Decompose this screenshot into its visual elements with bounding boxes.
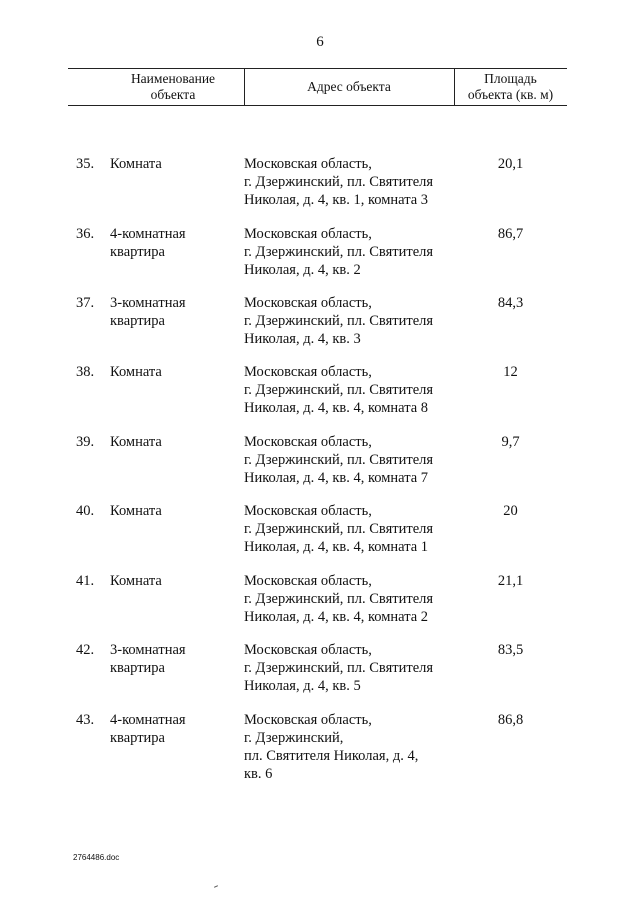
object-area: 21,1 <box>497 573 524 589</box>
object-address-line: Николая, д. 4, кв. 2 <box>244 262 361 278</box>
object-address-line: Николая, д. 4, кв. 3 <box>244 331 361 347</box>
row-number: 36. <box>76 226 95 242</box>
object-area: 84,3 <box>497 295 524 311</box>
row-number: 38. <box>76 364 95 380</box>
object-name-line: квартира <box>110 313 165 329</box>
object-name <box>110 502 240 520</box>
row-number: 35. <box>76 156 95 172</box>
object-address-line: г. Дзержинский, <box>244 730 344 746</box>
object-name-line: квартира <box>110 730 165 746</box>
row-number: 43. <box>76 712 95 728</box>
header-area <box>454 71 567 103</box>
object-address <box>244 433 454 487</box>
object-address-line: Московская область, <box>244 503 372 519</box>
object-area: 20,1 <box>497 156 524 172</box>
header-name-line: объекта <box>150 87 196 102</box>
object-address-line: г. Дзержинский, пл. Святителя <box>244 591 434 607</box>
object-name-line: Комната <box>110 503 162 519</box>
scan-mark <box>214 885 218 888</box>
object-address <box>244 155 454 209</box>
object-address <box>244 641 454 695</box>
object-name-line: 3-комнатная <box>110 642 186 658</box>
object-address-line: г. Дзержинский, пл. Святителя <box>244 452 434 468</box>
object-address-line: г. Дзержинский, пл. Святителя <box>244 382 434 398</box>
object-name-line: Комната <box>110 573 162 589</box>
object-address-line: Московская область, <box>244 434 372 450</box>
object-address-line: г. Дзержинский, пл. Святителя <box>244 660 434 676</box>
object-address-line: Николая, д. 4, кв. 4, комната 7 <box>244 470 429 486</box>
object-area: 83,5 <box>497 642 524 658</box>
object-address-line: Николая, д. 4, кв. 5 <box>244 678 361 694</box>
header-address-line: Адрес объекта <box>307 79 391 94</box>
object-area: 86,7 <box>497 226 524 242</box>
object-address-line: Московская область, <box>244 156 372 172</box>
object-name <box>110 155 240 173</box>
object-name-line: Комната <box>110 156 162 172</box>
object-address-line: г. Дзержинский, пл. Святителя <box>244 313 434 329</box>
object-name <box>110 572 240 590</box>
object-name-line: Комната <box>110 434 162 450</box>
object-address-line: Московская область, <box>244 642 372 658</box>
header-area-line: Площадь <box>484 71 537 86</box>
object-address <box>244 711 454 783</box>
object-name-line: квартира <box>110 660 165 676</box>
object-name <box>110 294 240 330</box>
row-number: 42. <box>76 642 95 658</box>
object-address-line: Московская область, <box>244 295 372 311</box>
table-header <box>68 68 567 106</box>
object-address-line: Николая, д. 4, кв. 4, комната 8 <box>244 400 429 416</box>
object-name-line: 4-комнатная <box>110 226 186 242</box>
row-number: 39. <box>76 434 95 450</box>
object-address-line: Николая, д. 4, кв. 1, комната 3 <box>244 192 429 208</box>
object-address <box>244 225 454 279</box>
object-address-line: Московская область, <box>244 364 372 380</box>
object-address-line: пл. Святителя Николая, д. 4, <box>244 748 419 764</box>
page-number: 6 <box>316 34 324 50</box>
object-address-line: Николая, д. 4, кв. 4, комната 2 <box>244 609 429 625</box>
object-name <box>110 225 240 261</box>
document-code: 2764486.doc <box>73 853 120 862</box>
header-name <box>108 71 238 103</box>
object-address-line: Московская область, <box>244 573 372 589</box>
row-number: 41. <box>76 573 95 589</box>
object-area: 9,7 <box>501 434 520 450</box>
property-table <box>68 68 567 782</box>
header-address <box>244 79 454 95</box>
object-name-line: 4-комнатная <box>110 712 186 728</box>
object-address-line: Московская область, <box>244 712 372 728</box>
object-address-line: Николая, д. 4, кв. 4, комната 1 <box>244 539 429 555</box>
object-name <box>110 433 240 451</box>
object-address-line: кв. 6 <box>244 766 273 782</box>
object-name <box>110 711 240 747</box>
object-name-line: 3-комнатная <box>110 295 186 311</box>
object-area: 20 <box>503 503 518 519</box>
object-address-line: г. Дзержинский, пл. Святителя <box>244 174 434 190</box>
object-name <box>110 641 240 677</box>
object-area: 12 <box>503 364 518 380</box>
object-address-line: Московская область, <box>244 226 372 242</box>
object-address <box>244 502 454 556</box>
object-address <box>244 294 454 348</box>
object-address <box>244 572 454 626</box>
row-number: 40. <box>76 503 95 519</box>
row-number: 37. <box>76 295 95 311</box>
object-area: 86,8 <box>497 712 524 728</box>
object-address-line: г. Дзержинский, пл. Святителя <box>244 244 434 260</box>
header-area-line: объекта (кв. м) <box>467 87 554 102</box>
header-name-line: Наименование <box>130 71 216 86</box>
object-name <box>110 363 240 381</box>
object-address-line: г. Дзержинский, пл. Святителя <box>244 521 434 537</box>
object-address <box>244 363 454 417</box>
object-name-line: квартира <box>110 244 165 260</box>
object-name-line: Комната <box>110 364 162 380</box>
